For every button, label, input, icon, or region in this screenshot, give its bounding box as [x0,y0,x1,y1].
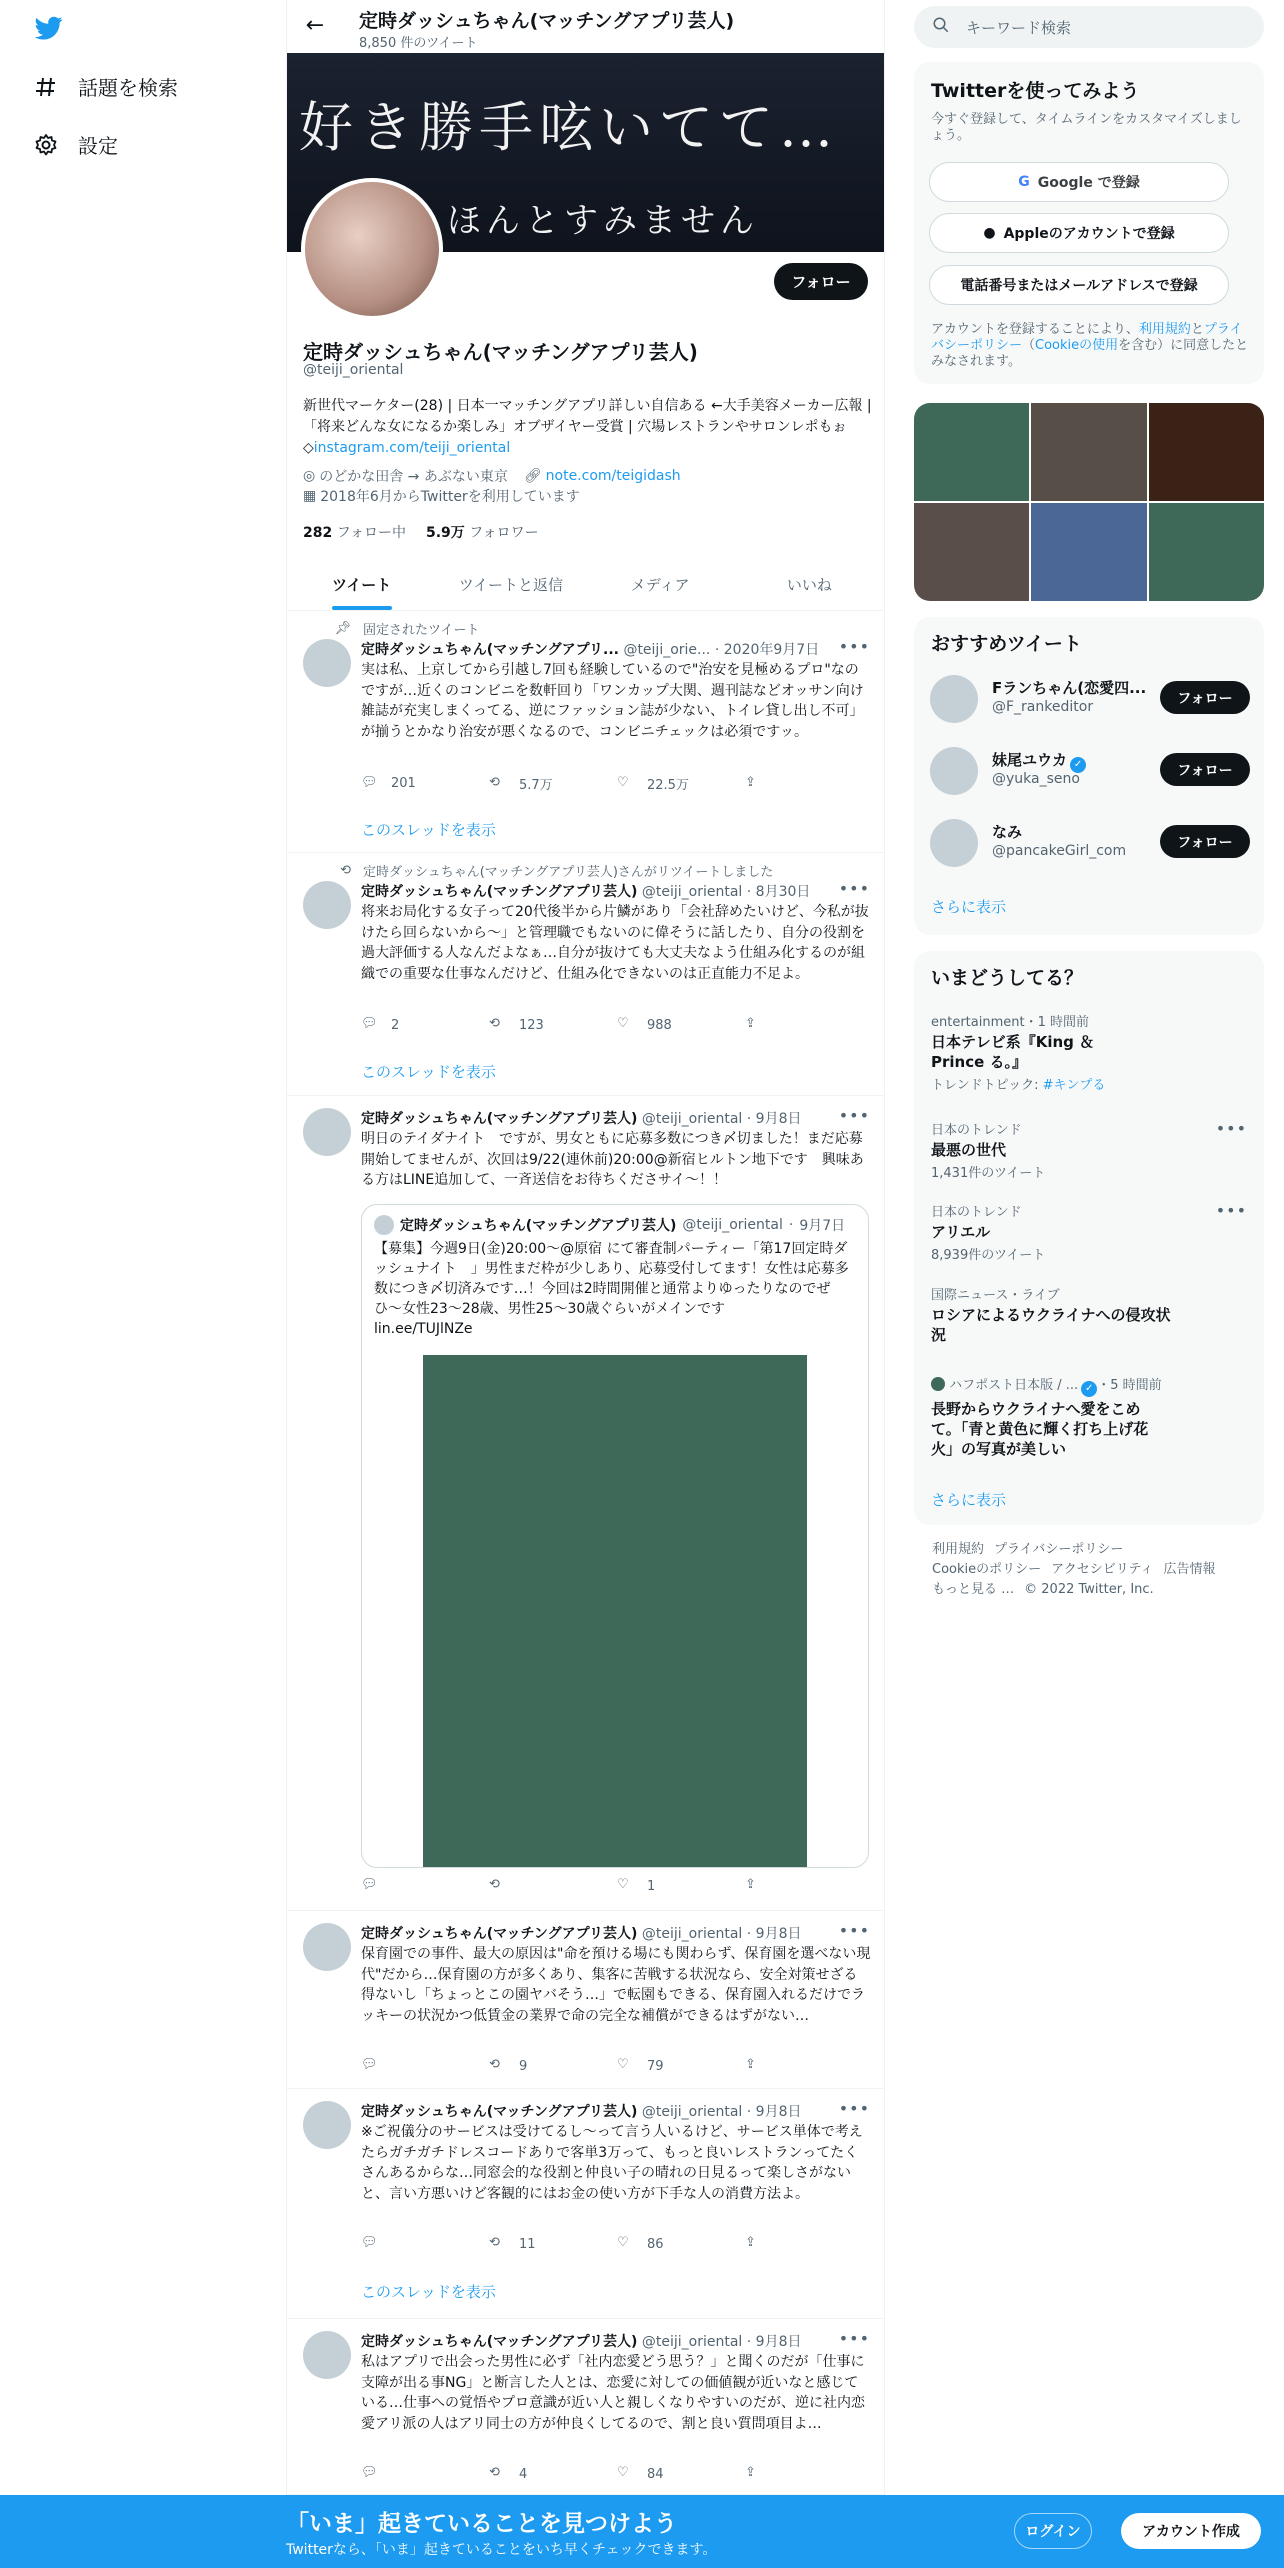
tweet-header: 定時ダッシュちゃん(マッチングアプリ... @teiji_orie... · 2020年9月7日 [361,642,820,658]
media-thumb[interactable] [1149,403,1264,501]
tab-tweets[interactable]: ツイート [287,558,436,610]
recommend-card [914,617,1264,935]
share-icon: ⇪ [745,2465,756,2480]
trend-time: ・5 時間前 [1097,1378,1162,1393]
user-name: 妹尾ユウカ [992,751,1068,769]
show-thread-link[interactable]: このスレッドを表示 [361,2283,496,2301]
link-icon: 🔗︎ [523,468,542,484]
news-source-icon [931,1377,945,1391]
heart-icon: ♡ [617,2057,629,2072]
profile-joined [303,486,580,506]
quoted-handle: @teiji_oriental [682,1217,783,1233]
retweet-count: 123 [519,1017,544,1033]
bottom-subtitle: Twitterなら、「いま」起きていることをいち早くチェックできます。 [286,2542,717,2558]
footer-cookie[interactable]: Cookieのポリシー [932,1562,1042,1577]
recommend-user[interactable] [930,817,1250,869]
heart-icon: ♡ [617,774,629,790]
tweet-actions [361,2465,801,2483]
recommend-user[interactable] [930,745,1250,797]
share-icon: ⇪ [745,774,756,790]
nav-settings-label: 設定 [78,134,118,158]
trends-title: いまどうしてる？ [931,967,1084,989]
privacy-link[interactable]: プライバシーポリシー [931,322,1243,353]
user-avatar[interactable] [930,747,978,795]
trend-source-name: ハフポスト日本版 / ... [949,1378,1079,1393]
tweet-actions [361,774,801,793]
media-grid [914,403,1264,601]
like-count: 22.5万 [647,778,689,793]
tweet-handle: @teiji_oriental [641,2104,743,2120]
like-count: 86 [647,2236,664,2252]
more-icon[interactable]: ••• [838,2329,870,2348]
nav-explore-label: 話題を検索 [78,76,178,100]
media-thumb[interactable] [914,503,1029,601]
apple-signup-button[interactable] [929,213,1229,253]
footer-terms[interactable]: 利用規約 [932,1542,985,1557]
trend-category: 国際ニュース・ライブ [931,1288,1060,1303]
trend-item[interactable] [931,1284,1247,1345]
tweet-text: 保育園での事件、最大の原因は"命を預ける場にも関わらず、保育園を選べない現代"だから…保育園の方が多くあり、集客に苦戦する状況なら、安全対策せざる得ないし「ちょっとこの園ヤバそう…」で転園もできる、保育園入れるだけでラッキーの状況かつ低賃金の業界で命の完全な補償ができるはずがない… [361,1946,871,2024]
tweet-context-text: 定時ダッシュちゃん(マッチングアプリ芸人)さんがリツイートしました [363,865,774,880]
reply-icon: 💬︎ [361,2465,378,2480]
more-icon[interactable]: ••• [838,637,870,656]
tweet-time[interactable]: 9月8日 [755,1926,802,1942]
quoted-time: 9月7日 [799,1218,846,1234]
retweet-context-icon: ⟲ [340,863,351,878]
share-button[interactable] [745,1016,785,1034]
retweet-icon: ⟲ [489,774,500,790]
recommend-user[interactable] [930,673,1250,725]
profile-tabs [287,558,884,611]
more-icon[interactable]: ••• [1215,1201,1247,1220]
like-count: 79 [647,2058,664,2074]
tweet-text: ※ご祝儀分のサービスは受けてるし〜って言う人いるけど、サービス単体で考えたらガチガチドレスコードありで客単3万って、もっと良いレストランってたくさんあるからな…同窓会的な役割と仲良い子の晴れの日見るって楽しさがないと、言い方悪いけど客観的にはお金の使い方が下手な人の消費方法よ。 [361,2124,863,2202]
profile-stats [303,522,539,542]
reply-button[interactable] [361,2057,489,2075]
following-label: フォロー中 [336,525,406,541]
more-icon[interactable]: ••• [838,879,870,898]
banner-line-1: 好き勝手呟いてて… [299,96,839,159]
tweet-avatar[interactable] [303,1923,351,1971]
calendar-icon: ▦ [303,488,317,504]
profile-avatar[interactable] [301,178,443,320]
more-icon[interactable]: ••• [838,1921,870,1940]
tweet-actions [361,1016,801,1034]
signup-card [914,62,1264,384]
search-icon [932,16,950,38]
bio-text: 新世代マーケター(28) | 日本一マッチングアプリ詳しい自信ある ←大手美容メーカー広報 | 「将来どんな女になるか楽しみ」オブザイヤー受賞 | 穴場レストランやサロンレポもぉ ◇ [303,398,872,456]
share-icon: ⇪ [745,1877,756,1892]
trend-count: 8,939件のツイート [931,1248,1046,1263]
trend-item[interactable] [931,1119,1247,1181]
tweet[interactable] [287,2319,884,2495]
tab-tweets-replies[interactable]: ツイートと返信 [458,575,563,594]
trend-title: 長野からウクライナへ愛をこめて。「青と黄色に輝く打ち上げ花火」の写真が美しい [931,1399,1149,1458]
trend-title: 日本テレビ系『King ＆ Prince る。』 [931,1033,1095,1071]
location-icon: ◎ [303,468,316,484]
apple-signup-label: Appleのアカウントで登録 [1003,226,1175,242]
signup-legal: アカウントを登録することにより、利用規約とプライバシーポリシー（Cookieの使用を含む）に同意したとみなされます。 [931,322,1249,369]
retweet-icon: ⟲ [489,1877,500,1892]
tweet-handle: @teiji_oriental [641,1926,743,1942]
user-handle: @F_rankeditor [992,699,1094,715]
profile-meta [303,466,681,486]
tweet-with-quote[interactable] [287,1096,884,1911]
legal-pre: アカウントを登録することにより、 [931,322,1139,337]
tweet-time[interactable]: 9月8日 [755,2104,802,2120]
footer-more[interactable]: もっと見る … [932,1582,1015,1597]
trend-title: ロシアによるウクライナへの侵攻状況 [931,1306,1171,1344]
retweet-button[interactable] [489,774,617,793]
google-signup-label: Google で登録 [1037,175,1140,191]
recommend-title: おすすめツイート [931,633,1082,655]
share-button[interactable] [745,1877,785,1895]
tweet-time[interactable]: 9月8日 [755,2334,802,2350]
follow-button[interactable]: フォロー [1160,681,1250,714]
followers-label: フォロワー [469,525,539,541]
media-thumb[interactable] [1149,503,1264,601]
nav-settings[interactable] [32,130,118,159]
legal-post: を含む）に同意したとみなされます。 [931,338,1249,369]
reply-button[interactable] [361,774,489,793]
tweet-handle: @teiji_oriental [641,2334,743,2350]
twitter-logo-icon[interactable] [34,14,64,42]
reply-count: 201 [391,776,416,791]
apple-icon: ● [983,225,996,241]
location-text: のどかな田舎 → あぶない東京 [319,469,508,485]
followers-stat[interactable] [426,522,539,542]
media-thumb[interactable] [1031,503,1146,601]
back-arrow-icon[interactable]: ← [305,13,325,38]
user-avatar[interactable] [930,675,978,723]
tweet-text: 実は私、上京してから引越し7回も経験しているので"治安を見極めるプロ"なのですが…近くのコンビニを数軒回り「ワンカップ大関、週刊誌などオッサン向け雑誌が充実しまくってる、逆にファッション誌が少ない、トイレ貸し出し不可」が揃うとかなり治安が悪くなるので、コンビニチェックは必須ですッ。 [361,662,864,740]
profile-header [287,0,884,53]
share-icon: ⇪ [745,2235,756,2250]
retweet-count: 9 [519,2058,528,2074]
more-icon[interactable]: ••• [1215,1119,1247,1138]
tweet-avatar[interactable] [303,2331,351,2379]
footer-accessibility[interactable]: アクセシビリティ [1051,1562,1154,1577]
tweet-text: 将来お局化する女子って20代後半から片鱗があり「会社辞めたいけど、今私が抜けたら回らないから〜」と管理職でもないのに偉そうに話したり、自分の役割を過大評価する人なんだよなぁ…自分が抜けても大丈夫なよう仕組み化するのが組織での重要な仕事なんだけど、仕組み化できないのは正直能力不足よ。 [361,904,869,982]
signup-button[interactable]: アカウント作成 [1121,2513,1261,2549]
tweet-context [331,861,773,880]
share-icon: ⇪ [745,2057,756,2072]
nav-explore[interactable] [32,72,178,101]
footer-privacy[interactable]: プライバシーポリシー [994,1542,1124,1557]
like-count: 988 [647,1017,672,1033]
tweet-author[interactable]: 定時ダッシュちゃん(マッチングアプリ芸人) [361,884,638,900]
share-button[interactable] [745,774,785,793]
footer-links [932,1540,1252,1600]
retweet-button[interactable] [489,1016,617,1034]
quoted-link: lin.ee/TUJlNZe [374,1321,473,1337]
user-name-wrap[interactable] [992,749,1147,773]
following-stat[interactable] [303,522,406,542]
pin-icon: 📌︎ [334,621,351,636]
heart-icon: ♡ [617,2465,629,2480]
tweet[interactable] [287,2089,884,2319]
reply-icon: 💬︎ [361,2235,378,2250]
quoted-image[interactable] [423,1355,807,1868]
reply-button[interactable] [361,2235,489,2253]
trend-source [931,1374,1247,1397]
tweet-actions [361,2057,801,2075]
tweet-actions [361,1877,801,1895]
tweet-text: 明日のテイダナイト ですが、男女ともに応募多数につき〆切ました！まだ応募開始してませんが、次回は9/22(連休前)20:00@新宿ヒルトン地下です 興味ある方はLINE追加して、一斉送信をお待ちくださサイ〜！！ [361,1131,864,1188]
bio-instagram-link[interactable]: instagram.com/teiji_oriental [313,440,511,456]
trend-title: アリエル [931,1223,991,1241]
tweet-pinned[interactable] [287,611,884,853]
trend-category: 日本のトレンド [931,1123,1022,1138]
tweet-context-text: 固定されたツイート [363,623,480,638]
reply-icon: 💬︎ [361,1016,378,1031]
gear-icon [32,131,60,159]
like-button[interactable] [617,774,745,793]
user-handle: @yuka_seno [992,771,1080,787]
trend-hashtag-link[interactable]: #キンプる [1042,1078,1106,1093]
heart-icon: ♡ [617,1877,629,1892]
trend-sub [931,1074,1247,1093]
header-name: 定時ダッシュちゃん(マッチングアプリ芸人) [359,10,735,32]
tweet-author[interactable]: 定時ダッシュちゃん(マッチングアプリ芸人) [361,1111,638,1127]
like-button[interactable] [617,2235,745,2253]
retweet-count: 11 [519,2236,536,2252]
heart-icon: ♡ [617,1016,629,1031]
reply-button[interactable] [361,1016,489,1034]
tweet-context [331,619,479,638]
tweet-header: 定時ダッシュちゃん(マッチングアプリ芸人) @teiji_oriental · 8月30日 [361,884,811,900]
follow-button[interactable]: フォロー [774,263,868,300]
share-icon: ⇪ [745,1016,756,1031]
quoted-text [374,1239,858,1339]
website[interactable] [524,468,681,484]
tweet-avatar[interactable] [303,1108,351,1156]
retweet-count: 4 [519,2466,528,2482]
like-button[interactable] [617,2465,745,2483]
google-signup-button[interactable] [929,162,1229,202]
tweet-avatar[interactable] [303,881,351,929]
tweet-author[interactable]: 定時ダッシュちゃん(マッチングアプリ... [361,642,619,658]
reply-button[interactable] [361,2465,489,2483]
user-name[interactable]: Fランちゃん(恋愛四... [992,679,1147,697]
quoted-body: 【募集】今週9日(金)20:00〜@原宿 にて審査制パーティー「第17回定時ダッシュナイト 」男性まだ枠が少しあり、応募受付してます！女性は応募多数につき〆切済みです…！今回は2時間開催と通常よりゆったりなのでぜひ〜女性23〜28歳、男性25〜30歳ぐらいがメインです [374,1241,849,1317]
search-input[interactable]: キーワード検索 [966,18,1072,37]
phone-signup-button[interactable]: 電話番号またはメールアドレスで登録 [929,265,1229,305]
footer-copyright: © 2022 Twitter, Inc. [1024,1582,1154,1597]
show-thread-link[interactable]: このスレッドを表示 [361,1063,496,1081]
quoted-tweet[interactable] [361,1204,869,1868]
tweet-header: 定時ダッシュちゃん(マッチングアプリ芸人) @teiji_oriental · 9月8日 [361,2104,802,2120]
trend-item[interactable] [931,1374,1247,1459]
verified-badge-icon: ✓ [1070,757,1086,773]
retweet-icon: ⟲ [489,2057,500,2072]
website-link[interactable]: note.com/teigidash [545,468,681,484]
tab-likes[interactable]: いいね [786,575,832,594]
share-button[interactable] [745,2057,785,2075]
retweet-icon: ⟲ [489,2235,500,2250]
like-button[interactable] [617,2057,745,2075]
trends-card [914,951,1264,1525]
recommend-more-link[interactable]: さらに表示 [931,898,1007,916]
retweet-count: 5.7万 [519,778,553,793]
trend-count: 1,431件のツイート [931,1166,1046,1181]
retweet-button[interactable] [489,2465,617,2483]
like-button[interactable] [617,1016,745,1034]
trend-item[interactable] [931,1201,1247,1263]
share-button[interactable] [745,2235,785,2253]
tab-media[interactable]: メディア [630,575,690,594]
terms-link[interactable]: 利用規約 [1138,322,1191,337]
tweet-author[interactable]: 定時ダッシュちゃん(マッチングアプリ芸人) [361,2104,638,2120]
heart-icon: ♡ [617,2235,629,2250]
media-thumb[interactable] [1031,403,1146,501]
quoted-author: 定時ダッシュちゃん(マッチングアプリ芸人) [400,1218,677,1234]
following-count: 282 [303,525,333,541]
like-count: 1 [647,1878,656,1894]
bottom-title: 「いま」起きていることを見つけよう [286,2511,677,2537]
joined-text: 2018年6月からTwitterを利用しています [320,489,580,505]
follow-button[interactable]: フォロー [1160,825,1250,858]
legal-and: と [1190,322,1204,337]
footer-ads[interactable]: 広告情報 [1163,1562,1216,1577]
quoted-header: 定時ダッシュちゃん(マッチングアプリ芸人) @teiji_oriental · 9月7日 [374,1215,845,1235]
cookie-link[interactable]: Cookieの使用 [1035,338,1119,353]
location [303,466,508,486]
trend-category: 日本のトレンド [931,1205,1022,1220]
tweet-handle: @teiji_oriental [641,884,743,900]
reply-icon: 💬︎ [361,2057,378,2072]
reply-button[interactable] [361,1877,489,1895]
quoted-avatar [374,1215,394,1235]
signup-subtitle: 今すぐ登録して、タイムラインをカスタマイズしましょう。 [931,112,1242,143]
tweet-header: 定時ダッシュちゃん(マッチングアプリ芸人) @teiji_oriental · 9月8日 [361,2334,802,2350]
tweet-avatar[interactable] [303,2101,351,2149]
reply-count: 2 [391,1017,400,1033]
profile-handle: @teiji_oriental [303,362,404,378]
login-button[interactable]: ログイン [1014,2513,1092,2549]
reply-icon: 💬︎ [361,1877,378,1892]
tweet-text: 私はアプリで出会った男性に必ず「社内恋愛どう思う？」と聞くのだが「仕事に支障が出る事NG」と断言した人とは、恋愛に対しての価値観が近いなと感じている…仕事への覚悟やプロ意識が近い人と親しくなりやすいのだが、逆に社内恋愛アリ派の人はアリ同士の方が仲良くしてるので、割と良い質問項目よ… [361,2354,865,2432]
trend-sub-pre: トレンドトピック: [931,1078,1043,1093]
tweet-retweeted[interactable] [287,853,884,1096]
header-tweet-count: 8,850 件のツイート [359,36,478,51]
tweet-handle: @teiji_oriental [641,1111,743,1127]
like-button[interactable] [617,1877,745,1895]
bottom-signup-bar [0,2495,1284,2568]
retweet-button[interactable] [489,2057,617,2075]
media-thumb[interactable] [914,403,1029,501]
tweet-time[interactable]: 8月30日 [755,884,811,900]
verified-badge-icon: ✓ [1081,1381,1097,1397]
retweet-icon: ⟲ [489,1016,500,1031]
more-icon[interactable]: ••• [838,1106,870,1125]
retweet-button[interactable] [489,2235,617,2253]
followers-count: 5.9万 [426,525,465,541]
user-handle: @pancakeGirl_com [992,843,1127,859]
user-name[interactable]: なみ [992,823,1023,841]
tweet-author[interactable]: 定時ダッシュちゃん(マッチングアプリ芸人) [361,2334,638,2350]
trend-category: entertainment・1 時間前 [931,1015,1089,1030]
reply-icon: 💬︎ [361,774,378,790]
tweet-time[interactable]: 9月8日 [755,1111,802,1127]
retweet-icon: ⟲ [489,2465,500,2480]
google-icon: G [1018,174,1030,190]
banner-line-2: ほんとすみません [447,201,759,241]
show-thread-link[interactable]: このスレッドを表示 [361,821,496,839]
tweet-actions [361,2235,801,2253]
tweet-handle: @teiji_orie... [623,642,711,658]
like-count: 84 [647,2466,664,2482]
trends-more-link[interactable]: さらに表示 [931,1491,1007,1509]
hashtag-icon [32,73,60,101]
trend-title: 最悪の世代 [931,1141,1007,1159]
share-button[interactable] [745,2465,785,2483]
retweet-button[interactable] [489,1877,617,1895]
tweet[interactable] [287,1911,884,2089]
tweet-author[interactable]: 定時ダッシュちゃん(マッチングアプリ芸人) [361,1926,638,1942]
follow-button[interactable]: フォロー [1160,753,1250,786]
tweet-header: 定時ダッシュちゃん(マッチングアプリ芸人) @teiji_oriental · 9月8日 [361,1926,802,1942]
profile-name: 定時ダッシュちゃん(マッチングアプリ芸人) [303,340,698,364]
tweet-avatar[interactable] [303,639,351,687]
search-box[interactable] [914,6,1264,48]
main-column [286,0,885,2568]
signup-title: Twitterを使ってみよう [931,80,1140,102]
tweet-header: 定時ダッシュちゃん(マッチングアプリ芸人) @teiji_oriental · 9月8日 [361,1111,802,1127]
user-avatar[interactable] [930,819,978,867]
profile-bio [303,396,873,459]
trend-item[interactable] [931,1011,1247,1093]
more-icon[interactable]: ••• [838,2099,870,2118]
tweet-time[interactable]: 2020年9月7日 [723,642,820,658]
